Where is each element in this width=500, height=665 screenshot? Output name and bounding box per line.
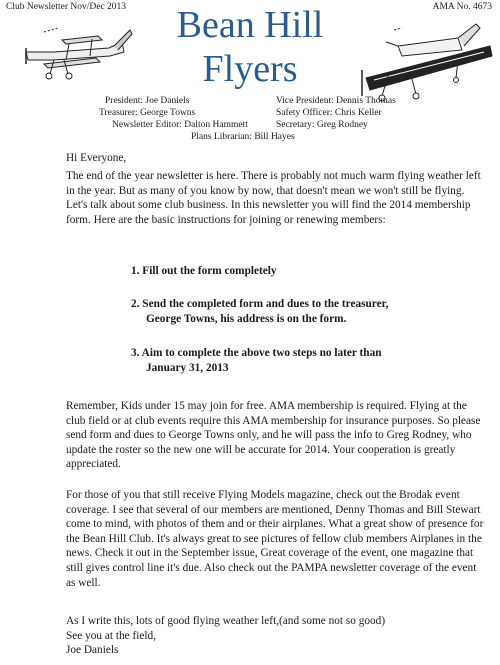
signature: Joe Daniels: [66, 644, 119, 657]
club-title-line1: Bean Hill: [176, 4, 324, 46]
biplane-illustration: [14, 22, 134, 88]
step-line-continued: George Towns, his address is on the form.: [146, 312, 347, 325]
closing-line: As I write this, lots of good flying weather left,(and some not so good): [66, 615, 386, 627]
membership-paragraph: Remember, Kids under 15 may join for free. AMA membership is required. Flying at the club field or at club events require this AMA membership for insurance purposes. So please send form and dues to George Towns only, and he will pass the info to Greg Rodney, who update the roster so the new one will be accurate for 2014. Your cooperation is greatly appreciated.: [66, 400, 481, 471]
step-item: [131, 297, 461, 326]
officer-safety: Safety Officer: Chris Keller: [276, 108, 382, 118]
intro-paragraph: The end of the year newsletter is here. There is probably not much warm flying weather left in the year. But as many of you know by now, that doesn't mean we won't still be flying. Let's talk about some club business. In this newsletter you will find the 2014 membership form. Here are the basic instructions for joining or renewing members:: [66, 170, 481, 226]
step-line: 3. Aim to complete the above two steps no later than: [131, 347, 382, 359]
closing-block: [66, 614, 385, 658]
ama-number: AMA No. 4673: [432, 2, 492, 12]
greeting: Hi Everyone,: [66, 152, 127, 164]
officer-treasurer: Treasurer: George Towns: [99, 108, 196, 118]
step-line-continued: January 31, 2013: [146, 361, 229, 374]
flying-models-paragraph: For those of you that still receive Flying Models magazine, check out the Brodak event coverage. I see that several of our members are mentioned, Denny Thomas and Bill Stewart come to mind, with photos of them and or their airplanes. What a great show of presence for the Bean Hill Club. It's always great to see pictures of fellow club members Airplanes in the news. Check it out in the September issue, Great coverage of the event, one magazine that still gives control line it's due. Also check out the PAMPA newsletter coverage of the event as well.: [66, 489, 484, 589]
step-item: [131, 264, 461, 279]
officer-secretary: Secretary: Greg Rodney: [276, 120, 368, 130]
step-item: [131, 346, 461, 375]
step-line: 1. Fill out the form completely: [131, 265, 277, 277]
closing-line: See you at the field,: [66, 629, 157, 642]
officer-vice-president: Vice President: Dennis Thomas: [276, 96, 396, 106]
newsletter-issue: Club Newsletter Nov/Dec 2013: [6, 2, 127, 12]
officer-plans-librarian: Plans Librarian: Bill Hayes: [191, 132, 295, 142]
club-title-line2: Flyers: [202, 48, 298, 90]
step-line: 2. Send the completed form and dues to the treasurer,: [131, 298, 389, 310]
monoplane-illustration: [358, 16, 496, 106]
officer-newsletter-editor: Newsletter Editor: Dalton Hammett: [112, 120, 248, 130]
officer-president: President: Joe Daniels: [105, 96, 190, 106]
